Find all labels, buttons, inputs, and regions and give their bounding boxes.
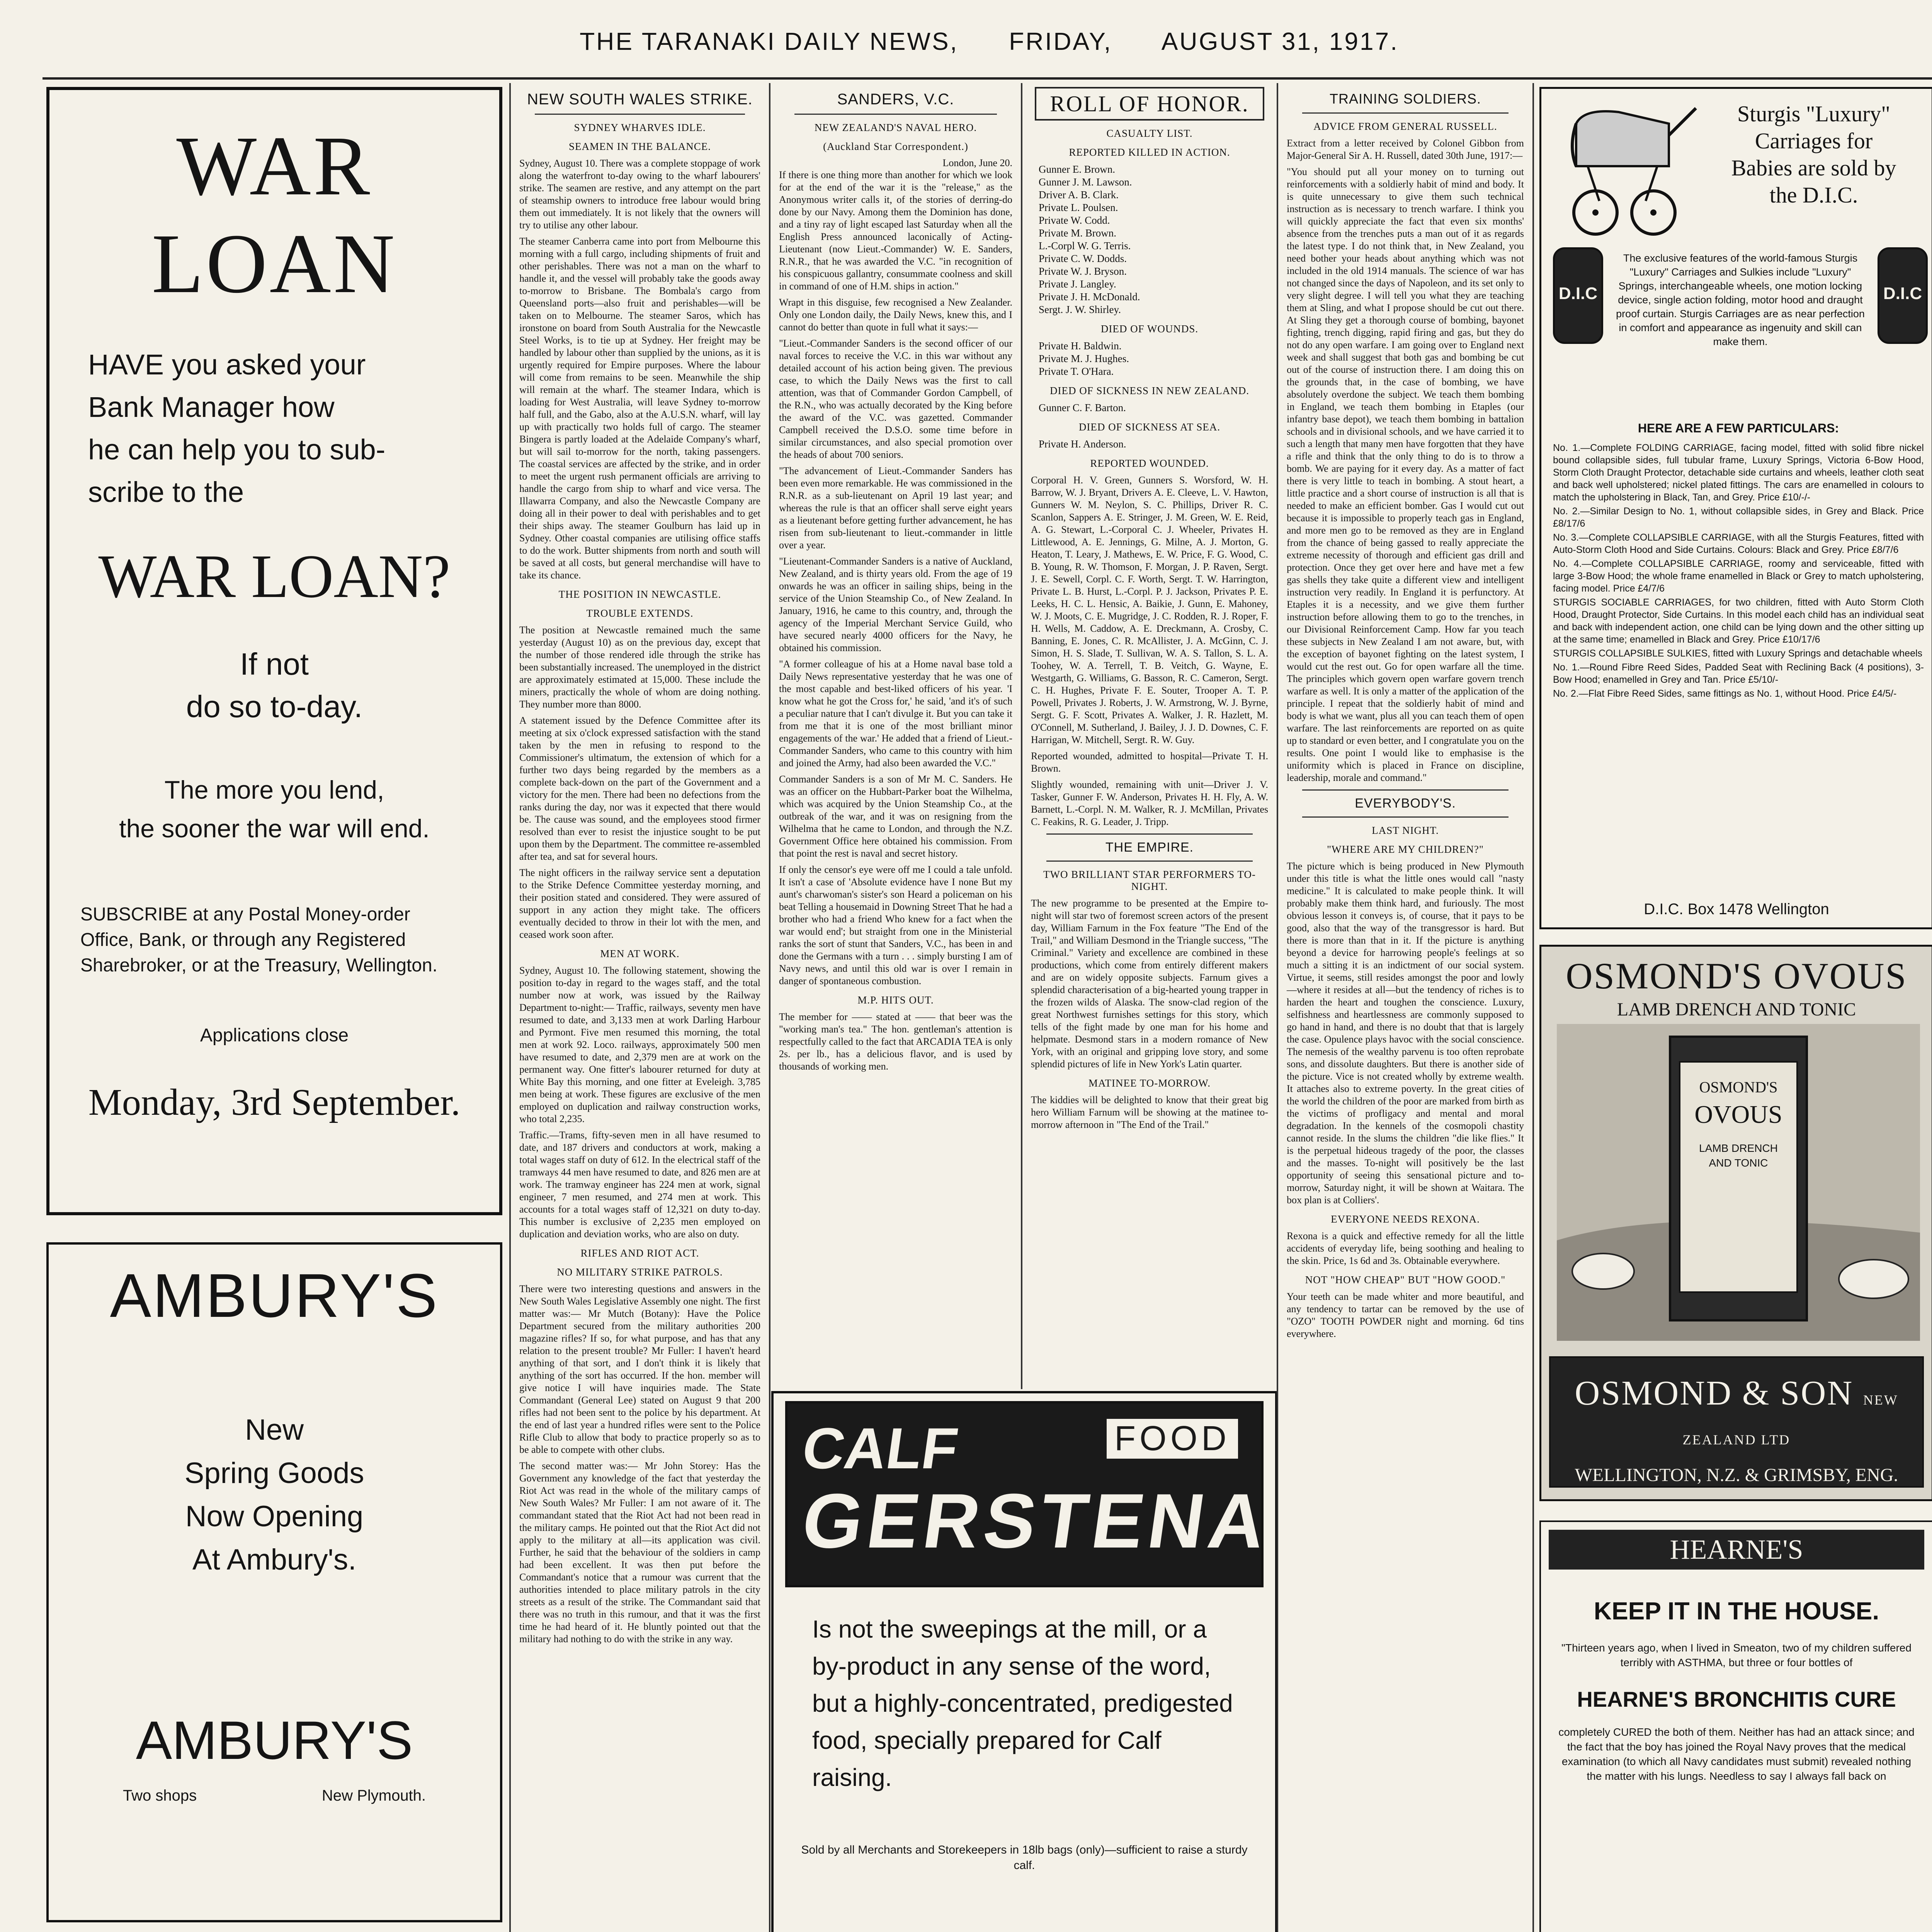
amburys-line-2: Spring Goods: [184, 1457, 364, 1490]
sanders-p8: If only the censor's eye were off me I could a tale unfold. It isn't a case of 'Absolute evidence have I none But my aunt's charwoman's sister's son Heard a policeman on his beat Telling a housemaid in Downing Street That he had a brother who had a friend Who knew for a fact when the war would end'; but straight from one in the Ministerial ranks the sort of stunt that Sanders, V.C., has been in and done the Germans with a turn . . . simply bursting I am of Navy news, and until this old war is over I remain in danger of spontaneous combustion.: [779, 864, 1012, 986]
admitted-note: Reported wounded, admitted to hospital—Private T. H. Brown.: [1031, 750, 1268, 774]
divider: [794, 114, 997, 115]
roll-sub-1: CASUALTY LIST.: [1106, 128, 1193, 139]
everybodys-heading: EVERYBODY'S.: [1355, 796, 1456, 811]
dic-badge-label: D.I.C: [1883, 284, 1922, 303]
sanders-sub-3: M.P. HITS OUT.: [857, 994, 934, 1006]
everybodys-p2: Rexona is a quick and effective remedy for all the little accidents of everyday life, being soothing and healing to the skin. Price, 1s 6d and 3s. Obtainable everywhere.: [1287, 1230, 1524, 1266]
newspaper-title: THE TARANAKI DAILY NEWS,: [580, 27, 959, 55]
war-loan-line-3: he can help you to sub-: [88, 434, 386, 466]
if-not-line-1: If not: [240, 647, 309, 681]
nsw-sub-6: RIFLES AND RIOT ACT.: [580, 1247, 699, 1259]
sturgis-item: No. 3.—Complete COLLAPSIBLE CARRIAGE, with all the Sturgis Features, fitted with Auto-Storm Cloth Hood and Side Curtains. Colours: Black and Grey. Price £8/7/6: [1553, 532, 1924, 555]
nsw-p5: The night officers in the railway service sent a deputation to the Strike Defence Committee yesterday morning, and their position stated and considered. They were assured of support in any action they might take. The officers eventually decided to throw in their lot with the men, and ceased work soon after.: [519, 867, 760, 940]
osmonds-subtitle: LAMB DRENCH AND TONIC: [1617, 999, 1856, 1020]
nsw-p8: There were two interesting questions and answers in the New South Wales Legislative Assembly one night. The first matter was:— Mr Mutch (Botany): Have the Police Department secured from the military authorities 200 magazine rifles? If so, for what purpose, and has that any relation to the present trouble? Mr Fuller: I haven't heard anything of that sort, and I don't think it is likely that anything of the sort has occurred. If the hon. member will give notice I will have inquiries made. The State Commandant (General Lee) stated on August 9 that 200 rifles had not been sent to the police by his department. At the end of last year a hundred rifles were sent to the Police Rifle Club to allow that body to practice properly so as to be able to compete with other clubs.: [519, 1283, 760, 1455]
osmonds-footer: [1549, 1356, 1924, 1488]
osmonds-can: [1669, 1036, 1808, 1321]
can-label: [1679, 1061, 1798, 1293]
right-ad-column: [1536, 83, 1932, 1932]
nsw-sub-5: MEN AT WORK.: [600, 948, 680, 959]
can-label-2: OVOUS: [1694, 1100, 1782, 1129]
masthead: [43, 27, 1932, 77]
sturgis-title-3: Babies are sold by: [1731, 155, 1896, 180]
sanders-p2: Wrapt in this disguise, few recognised a New Zealander. Only one London daily, the Daily News, knew this, and I cannot do better than quote in full what it says:—: [779, 297, 1012, 333]
sanders-sub-1: NEW ZEALAND'S NAVAL HERO.: [814, 122, 977, 133]
empire-p2: The kiddies will be delighted to know that their great big hero William Farnum will be showing at the matinee to-morrow afternoon in "The End of the Trail.": [1031, 1094, 1268, 1130]
calf-brand-3: FOOD: [1107, 1419, 1238, 1459]
calf-footer: Sold by all Merchants and Storekeepers in 18lb bags (only)—sufficient to raise a sturdy calf.: [801, 1844, 1248, 1872]
divider: [1046, 833, 1253, 835]
calf-logo: [785, 1401, 1276, 1587]
war-loan-line-2: Bank Manager how: [88, 391, 335, 423]
hearnes-testimony: completely CURED the both of them. Neither has had an attack since; and the fact that the boy has joined the Royal Navy proves that the medical examination (to which all Navy candidates must submit) revealed nothing the matter with his lungs. Needless to say I always fall back on: [1558, 1726, 1915, 1782]
column-divider: [769, 83, 770, 1932]
sturgis-item: STURGIS SOCIABLE CARRIAGES, for two children, fitted with Auto Storm Cloth Hood, Draught Protector, Side Curtains. In this model each child has an individual seat and back with independent action, one child can be lying down and the other sitting up at the same time; enamelled in Black and Grey. Price £10/17/6: [1553, 597, 1924, 645]
masthead-rule: [43, 77, 1932, 80]
nsw-sub-2: SEAMEN IN THE BALANCE.: [569, 141, 711, 152]
osmonds-maker: [1551, 1373, 1922, 1453]
roll-sub-5: DIED OF SICKNESS AT SEA.: [1078, 421, 1221, 433]
amburys-ad: [46, 1242, 502, 1922]
divider: [1302, 816, 1509, 818]
sturgis-particulars-heading: HERE ARE A FEW PARTICULARS:: [1638, 421, 1839, 435]
sanders-p7: Commander Sanders is a son of Mr M. C. Sanders. He was an officer on the Hubbart-Parker boat the Wilhelma, which was acquired by the Union Steamship Co., at the outbreak of the war, and it was on resigning from the Wilhelma that he came to London, and through the N.Z. Government Office here obtained his commission. From that point the rest is naval and secret history.: [779, 774, 1012, 859]
war-loan-applications: Applications close: [200, 1025, 349, 1046]
killed-list: [1031, 163, 1268, 316]
nsw-strike-heading: NEW SOUTH WALES STRIKE.: [527, 91, 753, 108]
dic-badge: [1553, 247, 1603, 344]
amburys-line-1: New: [245, 1413, 304, 1446]
divider: [535, 114, 745, 115]
nsw-sub-4: TROUBLE EXTENDS.: [586, 607, 694, 619]
list-item: Private W. Codd.: [1039, 214, 1110, 226]
sturgis-title: [1708, 100, 1920, 209]
hearnes-intro: "Thirteen years ago, when I lived in Smeaton, two of my children suffered terribly with ASTHMA, but three or four bottles of: [1561, 1642, 1912, 1668]
died-wounds-list: [1031, 340, 1268, 378]
everybodys-p3: Your teeth can be made whiter and more beautiful, and any tendency to tartar can be removed by the use of "OZO" TOOTH POWDER night and morning. 6d tins everywhere.: [1287, 1291, 1524, 1339]
wounded-list: Corporal H. V. Green, Gunners S. Worsford, W. H. Barrow, W. J. Bryant, Drivers A. E. Cleeve, L. V. Hawton, Gunners W. M. Neylon, S. C. Phillips, Driver R. C. Scanlon, Sappers A. E. Stringer, J. M. Green, W. E. Reid, A. G. Stewart, L.-Corporal C. J. Wheeler, Privates H. Littlewood, A. E. Jennings, G. Milne, A. J. Morton, G. Heaton, T. Leary, J. Mathews, E. W. Price, F. G. Wood, C. B. Young, R. W. Thomson, F. Morgan, J. P. Raven, Sergt. J. E. Sewell, Corpl. C. F. Worth, Sergt. T. W. Harrington, Private L. B. Hurst, L.-Corpl. P. J. Jackson, Privates P. E. Leeks, H. C. L. Hensic, A. Baikie, J. Gunn, E. Mahoney, W. J. Moots, C. E. Mugridge, J. C. Rodden, R. J. Roper, F. H. Wells, M. Caddow, A. E. Dreckmann, A. Crosby, C. Banning, E. Jones, C. R. McAllister, J. A. McGinn, C. J. Simon, H. S. Slade, T. Sullivan, W. A. S. Tallon, S. L. A. Toohey, W. A. Terrell, T. B. Veitch, G. Wayne, E. Westgarth, G. Williams, G. Basson, R. C. Cameron, Sergt. C. H. Hughes, Private F. E. Souter, Trooper A. T. P. Powell, Privates J. Roberts, J. W. Armstrong, W. J. Byrne, Sergt. G. F. Scott, Privates A. Walker, J. R. Hazlett, M. O'Connell, M. Sutherland, J. Bailey, J. J. D. Downes, C. F. Harrigan, W. Mitchell, Sergt. R. W. Guy.: [1031, 474, 1268, 745]
sanders-p3: "Lieut.-Commander Sanders is the second officer of our naval forces to receive the V.C. in this war without any detailed account of his action being given. The previous case, to which the Daily News was the first to call attention, was that of Commander Gordon Campbell, of the R.N., who was actually decorated by the King before the award of the V.C. was gazetted. Commander Campbell received the D.S.O. some time before in similar circumstances, and also special promotion over the heads of about 700 seniors.: [779, 338, 1012, 460]
hearnes-ad: [1539, 1520, 1932, 1932]
roll-sub-6: REPORTED WOUNDED.: [1090, 457, 1209, 469]
empire-sub-2: MATINEE TO-MORROW.: [1088, 1077, 1211, 1089]
osmonds-maker-ltd: NEW ZEALAND LTD: [1682, 1392, 1898, 1447]
calf-brand-1: CALF: [798, 1416, 962, 1481]
list-item: Private H. Baldwin.: [1039, 340, 1122, 352]
amburys-line-3: Now Opening: [185, 1500, 364, 1533]
divider: [1302, 789, 1509, 791]
list-item: Gunner J. M. Lawson.: [1039, 176, 1132, 188]
list-item: Private W. J. Bryson.: [1039, 265, 1127, 277]
amburys-name: AMBURY'S: [136, 1710, 413, 1770]
lend-line-1: The more you lend,: [164, 776, 384, 804]
nsw-p1: Sydney, August 10. There was a complete stoppage of work along the waterfront to-day owing to the wharf labourers' strike. The seamen are restive, and any attempt on the part of steamship owners to introduce free labour would bring them out immediately. It is not likely that the owners will try to utilise any other labour.: [519, 158, 760, 231]
amburys-shops: Two shops: [122, 1787, 197, 1804]
hearnes-banner: HEARNE'S: [1549, 1530, 1924, 1570]
baby-carriage-icon: [1553, 100, 1700, 240]
osmonds-towns: WELLINGTON, N.Z. & GRIMSBY, ENG.: [1575, 1465, 1898, 1485]
nsw-p4: A statement issued by the Defence Committee after its meeting at six o'clock expressed satisfaction with the stand taken by the men in refusing to respond to the Commissioner's ultimatum, the extension of which for a further two days being regarded by the members as a complete back-down on the part of the Government and a victory for the men. There had been no defections from the ranks during the day, nor was it expected that there would be. The cause was sound, and the employees stood firmer resolved than ever to resist the injustice sought to be put upon them by the Department. The committee re-assembled after tea, and sat for several hours.: [519, 715, 760, 862]
list-item: Private J. H. McDonald.: [1039, 291, 1140, 303]
sturgis-title-2: Carriages for: [1755, 128, 1873, 153]
list-item: Private H. Anderson.: [1039, 438, 1126, 450]
amburys-footer: [60, 1787, 488, 1804]
everybodys-sub-4: NOT "HOW CHEAP" BUT "HOW GOOD.": [1305, 1274, 1506, 1286]
training-p1: Extract from a letter received by Colonel Gibbon from Major-General Sir A. H. Russell, dated 30th June, 1917:—: [1287, 138, 1524, 161]
hearnes-product: HEARNE'S BRONCHITIS CURE: [1577, 1687, 1896, 1711]
sanders-dateline: London, June 20.: [942, 157, 1012, 168]
war-loan-title: WAR LOAN: [151, 119, 397, 311]
if-not-line-2: do so to-day.: [186, 689, 363, 724]
divider: [1046, 861, 1253, 862]
left-ad-column: [43, 83, 506, 1932]
column-divider: [1532, 83, 1534, 1932]
nsw-p2: The steamer Canberra came into port from Melbourne this morning with a full cargo, including shipments of fruit and other perishables. There was not a man on the wharf to handle it, and the vessel will probably take the goods away to-morrow to Brisbane. The Bombala's cargo from Queensland ports—also fruit and perishables—will be taken on to Melbourne. The steamer Saros, which has ironstone on board from South Australia for the Newcastle Steel Works, is to tie up at Sydney. Her freight may be handled by labour other than supplied by the unions, as it is urgently required for Empire purposes. Where the labour will come from remains to be seen. Meanwhile the ship will remain at the wharf. The steamer Indara, which is loading for West Australia, will leave Sydney to-morrow half full, and the Gabo, also at the A.U.S.N. wharf, will lay up with practically two holds full of cargo. The steamer Bingera is partly loaded at the Adelaide Company's wharf, but will sail to-morrow for the north, taking passengers. The coastal services are affected by the strike, and in order to meet the urgent rush permanent officials are arriving to handle the cargo from ship to wharf and vice versa. The Illawarra Company, and also the Newcastle Company are doing all in their power to deal with perishables and to get their ships away. The steamer Goulburn has laid up in Sydney. Other coastal companies are utilising office staffs to do the work. Butter shipments from north and south will be saved at all costs, but general merchandise will have to take its chance.: [519, 236, 760, 581]
war-loan-line-4: scribe to the: [88, 476, 244, 508]
training-heading: TRAINING SOLDIERS.: [1329, 91, 1481, 107]
everybodys-sub-1: LAST NIGHT.: [1372, 825, 1439, 836]
list-item: Sergt. J. W. Shirley.: [1039, 304, 1121, 315]
amburys-banner: AMBURY'S: [110, 1261, 439, 1330]
column-divider: [1277, 83, 1278, 1932]
sanders-heading: SANDERS, V.C.: [837, 91, 954, 108]
everybodys-sub-2: "WHERE ARE MY CHILDREN?": [1327, 844, 1484, 855]
sturgis-item: No. 4.—Complete COLLAPSIBLE CARRIAGE, roomy and serviceable, fitted with large 3-Bow Hood; the whole frame enamelled in Black or Grey to match upholstering, facing model. Price £4/7/6: [1553, 558, 1924, 594]
training-p2: "You should put all your money on to turning out reinforcements with a soldierly habit of mind and body. It is quite unnecessary to give them such technical instruction as is necessary to trench warfare. I think you will quickly appreciate the fact that even six months' absence from the trenches puts a man out of it as regards the latest type. I do not think that, in New Zealand, you need bother your heads about anything which was not included in the old 1914 manuals. The science of war has not changed since the days of Napoleon, and its set only to very slight degree. I will tell you what they are teaching them at Sling, and what I propose should be cut out there. At Sling they get a thorough course of bombing, bayonet fighting, trench digging, rapid firing and gas, but they do not do any open warfare. I am going over to England next week and shall suggest that both gas and bombing be cut out of the course of instruction there. I am doing this on the grounds that, in the case of bombing, we have absolutely overdone the subject. We teach them bombing in England, we teach them bombing in Etaples (our infantry base depot), we teach them bombing in battalion schools and in divisional schools, and we have carried it to such a length that many men have forgotten that they have a rifle and think that the only thing to do is to throw a bomb. We are paying for it every day. As a matter of fact there is very little to teach in bombing. A stout heart, a little practice and a short course of instruction is all that is needed to make an efficient bomber. Gas I would cut out because it is impossible to properly teach gas in England, and more men go to be removed as they are in England from the chance of being gassed to really appreciate the extreme necessity of thorough and efficient gas drill and protection. Once they get over here and have met a few gas shells they take quite a different view and intelligent instruction very readily. In England it is perfunctory. At Etaples it is a necessity, and we give them further instruction before allowing them to go to the trenches, in our Divisional Reinforcement Camp. How far you teach these subjects in New Zealand I am not aware, but, with the exception of bayonet fighting on the latest system, I would cut the rest out. Go for open warfare all the time. The principles which govern open warfare govern trench warfare as well. It is only a matter of the application of the principle. I repeat that the soldierly habit of mind and body is what we want, plus all you can teach them of open warfare. The last reinforcements are reported on as quite up to standard or even better, and I congratulate you on the results. One point I would like to emphasise is the uniformity which is placed in France on discipline, leadership, morale and command.": [1287, 166, 1524, 783]
calf-brand-2: GERSTENA: [797, 1478, 1276, 1564]
list-item: Driver A. B. Clark.: [1039, 189, 1119, 201]
war-loan-question: WAR LOAN?: [98, 542, 451, 611]
everybodys-p1: The picture which is being produced in New Plymouth under this title is what the little ones would call "nasty medicine." It is calculated to make people think. It will probably make them think hard, and furiously. The most obvious lesson it conveys is, of course, that it pays to be good, also that the way of the transgressor is hard. But there is more than that in it. If the picture is anything beyond a device for harrowing people's feelings at so much a sitting it is an indictment of our social system. Virtue, it seems, still resides amongst the poor and lowly—where it resides at all—but the tendency of riches is to harden the heart and toughen the conscience. Luxury, selfishness and heartlessness are commonly supposed to go hand in hand, and there is no doubt that that is largely the case. Opulence plays havoc with the social conscience. The nemesis of the wealthy parvenu is too often reprobate sons, and dissolute daughters. But there is another side of the picture. Vice is not created wholly by extreme wealth. It attaches also to extreme poverty. In the great cities of the world the children of the poor are marked from birth as the victims of profligacy and mental and moral degradation. In the kennels of the cosmopoli chastity cannot reside. In the slums the children "die like flies." It is the perpetual hideous tragedy of the poor, the classes and the masses. To-night will positively be the last opportunity of seeing this sensational picture and to-morrow, Saturday night, it will be shown at Waitara. The box plan is at Colliers'.: [1287, 861, 1524, 1206]
column-divider: [509, 83, 511, 1932]
list-item: Private L. Poulsen.: [1039, 202, 1118, 213]
nsw-sub-1: SYDNEY WHARVES IDLE.: [574, 122, 706, 133]
everybodys-sub-3: EVERYONE NEEDS REXONA.: [1331, 1213, 1480, 1225]
nsw-strike-column: [512, 83, 767, 1932]
osmonds-ad: [1539, 945, 1932, 1501]
nsw-p6: Sydney, August 10. The following statement, showing the position to-day in regard to the wages staff, and the total number now at work, was issued by the Railway Department to-night:— Traffic, railways, seventy men have resumed to date, and 3,133 men at work Darling Harbour and Pyrmont. Five men resumed this morning, the total men at work 92. Loco. railways, approximately 500 men have resumed to date, and 2,379 men are at work on the permanent way. One fitter's labourer returned for duty at White Bay this morning, and one fitter at Eveleigh. 3,785 men being at work. These figures are exclusive of the men employed on duplication and railway construction works, who total 2,235.: [519, 965, 760, 1124]
sturgis-ad: [1539, 87, 1932, 929]
sturgis-item: No. 2.—Flat Fibre Reed Sides, same fittings as No. 1, without Hood. Price £4/5/-: [1553, 688, 1897, 699]
nsw-p7: Traffic.—Trams, fifty-seven men in all have resumed to date, and 187 drivers and conductors at work, making a total wages staff on duty of 612. In the electrical staff of the tramways 44 men have resumed to date, and 826 men are at work. The tramway engineer has 224 men at work, signal engineer, 7 men resumed, and 274 men at work. This accounts for a total wages staff of 12,321 on duty to-day. This number is exclusive of 2,235 men employed on duplication and deviation works, who are also on duty.: [519, 1129, 760, 1240]
calf-gerstena-ad: [771, 1391, 1277, 1932]
list-item: Gunner E. Brown.: [1039, 163, 1115, 175]
dic-badge-label: D.I.C: [1558, 284, 1598, 303]
list-item: Gunner C. F. Barton.: [1039, 402, 1126, 413]
sanders-p9: The member for —— stated at —— that beer was the "working man's tea." The hon. gentleman's attention is respectfully called to the fact that ARCADIA TEA is only 2s. per lb., has a delicious flavor, and is used by thousands of working men.: [779, 1011, 1012, 1072]
osmonds-title: OSMOND'S OVOUS: [1566, 955, 1907, 997]
amburys-message: [60, 1408, 488, 1582]
list-item: Private T. O'Hara.: [1039, 366, 1114, 377]
empire-heading: THE EMPIRE.: [1105, 840, 1194, 855]
sturgis-title-4: the D.I.C.: [1769, 182, 1858, 207]
empire-p1: The new programme to be presented at the Empire to-night will star two of foremost screen actors of the present day, William Farnum in the Fox feature "The End of the Trail," and William Desmond in the Triangle success, "The Criminal." Variety and excellence are combined in these productions, which come from entirely different makers and are on widely opposite subjects. Farnum gives a splendid characterisation of a big-hearted young trapper in the frozen wilds of Alaska. The snow-clad region of the great Northwest furnishes settings for this story, which tells of the fight made by one man for his home and helpmate. Desmond stars in a modern romance of New York, with an original and gripping love story, and some splendid pictures of life in New York's Latin quarter.: [1031, 898, 1268, 1070]
amburys-line-4: At Ambury's.: [192, 1543, 357, 1576]
list-item: L.-Corpl W. G. Terris.: [1039, 240, 1131, 252]
sturgis-item: No. 1.—Round Fibre Reed Sides, Padded Seat with Reclining Back (4 positions), 3-Bow Hood; enamelled in Grey and Tan. Price £5/10/-: [1553, 662, 1924, 685]
sturgis-footer: D.I.C. Box 1478 Wellington: [1644, 901, 1829, 918]
sanders-p4: "The advancement of Lieut.-Commander Sanders has been even more remarkable. He was commissioned in the R.N.R. as a sub-lieutenant on April 19 last year; and whereas the rule is that an officer shall serve eight years as a lieutenant before getting further advancement, he has risen from sub-lieutenant to lieut.-commander in little over a year.: [779, 465, 1012, 551]
calf-body: Is not the sweepings at the mill, or a by-product in any sense of the word, but a highly-concentrated, predigested food, specially prepared for Calf raising.: [812, 1615, 1233, 1791]
list-item: Private J. Langley.: [1039, 278, 1116, 290]
training-column: [1280, 83, 1531, 1932]
roll-sub-2: REPORTED KILLED IN ACTION.: [1069, 146, 1230, 158]
sturgis-item: STURGIS COLLAPSIBLE SULKIES, fitted with Luxury Springs and detachable wheels: [1553, 648, 1923, 659]
can-label-3: LAMB DRENCH AND TONIC: [1699, 1142, 1778, 1169]
war-loan-close-date: Monday, 3rd September.: [88, 1082, 461, 1123]
war-loan-if-not: [65, 643, 484, 728]
nsw-p9: The second matter was:— Mr John Storey: Has the Government any knowledge of the fact that yesterday the Riot Act was read in the whole of the military camps of New South Wales? Mr Fuller: I am not aware of it. The commandant stated that the Riot Act had not been read in the military camps. He pointed out that the Riot Act did not apply to the military at all—its application was civil. Further, he said that the behaviour of the soldiers in camp had been excellent. It was then put before the Commandant's notice that a rumour was current that the authorities intended to place military patrols in the city streets as a result of the strike. The Commandant said that there was no truth in this rumour, and that it was the first time he had heard of it. He bluntly pointed out that the military had nothing to do with the strike in any way.: [519, 1460, 760, 1645]
lend-line-2: the sooner the war will end.: [119, 814, 430, 843]
sturgis-item: No. 1.—Complete FOLDING CARRIAGE, facing model, fitted with solid fibre nickel bound collapsible sides, full tubular frame, Luxury Springs, Victoria 6-Bow Hood, Storm Cloth Draught Protector, detachable side curtains and wheels, leather cloth seat and back well upholstered; nickel plated fittings. The cars are enamelled in colours to match the upholstering in Black, Tan, and Grey. Price £10/-/-: [1553, 442, 1924, 503]
roll-sub-3: DIED OF WOUNDS.: [1100, 323, 1199, 335]
amburys-location: New Plymouth.: [322, 1787, 426, 1804]
sanders-p5: "Lieutenant-Commander Sanders is a native of Auckland, New Zealand, and is thirty years old. From the age of 19 onwards he was an officer in sailing ships, being in the service of the Union Steamship Co., of New Zealand. In January, 1916, he came to this country, and, through the agency of the Imperial Merchant Service Guild, who have secured nearly 4000 officers for the Navy, he obtained his commission.: [779, 556, 1012, 653]
divider: [1302, 112, 1509, 114]
empire-sub-1: TWO BRILLIANT STAR PERFORMERS TO-NIGHT.: [1043, 869, 1256, 892]
can-label-1: OSMOND'S: [1699, 1078, 1778, 1096]
list-item: Private C. W. Dodds.: [1039, 253, 1127, 264]
roll-of-honor-column: [1024, 83, 1275, 1389]
sturgis-title-1: Sturgis "Luxury": [1737, 101, 1890, 126]
training-sub-1: ADVICE FROM GENERAL RUSSELL.: [1313, 121, 1497, 132]
column-divider: [1021, 83, 1022, 1389]
nsw-sub-7: NO MILITARY STRIKE PATROLS.: [557, 1266, 723, 1278]
war-loan-ad: [46, 87, 502, 1215]
list-item: Private M. J. Hughes.: [1039, 353, 1129, 364]
war-loan-question-text: [65, 344, 484, 514]
osmonds-maker-name: OSMOND & SON: [1575, 1374, 1854, 1412]
masthead-date: AUGUST 31, 1917.: [1161, 27, 1399, 55]
list-item: Private M. Brown.: [1039, 227, 1116, 239]
sturgis-items: [1553, 442, 1924, 700]
roll-heading: ROLL OF HONOR.: [1035, 87, 1264, 121]
sanders-column: [772, 83, 1019, 1389]
slightly-wounded-note: Slightly wounded, remaining with unit—Driver J. V. Tasker, Gunner F. W. Anderson, Privates H. H. Fly, A. W. Barnett, L.-Corpl. N. M. Walker, R. J. McMillan, Privates C. Feakins, R. G. Leader, J. Tripp.: [1031, 779, 1268, 827]
nsw-sub-3: THE POSITION IN NEWCASTLE.: [558, 588, 721, 600]
roll-sub-4: DIED OF SICKNESS IN NEW ZEALAND.: [1050, 385, 1249, 396]
sanders-p1: If there is one thing more than another for which we look for at the end of the war it is the "release," as the Anonymous writer calls it, of the stories of derring-do done by our Navy. Among them the Dominion has done, and a tiny ray of light escaped last Saturday when all the English Press announced laconically of Acting-Lieutenant (now Lieut.-Commander) W. E. Sanders, R.N.R., that he was awarded the V.C. "in recognition of his conspicuous gallantry, consummate coolness and skill in command of one of H.M. ships in action.": [779, 169, 1012, 292]
hearnes-headline: KEEP IT IN THE HOUSE.: [1594, 1597, 1879, 1625]
sturgis-particulars: [1553, 421, 1924, 701]
war-loan-line-1: HAVE you asked your: [88, 349, 366, 381]
nsw-p3: The position at Newcastle remained much the same yesterday (August 10) as on the previous day, except that the number of those rendered idle through the strike has been substantially increased. The unemployed in the district are approximately estimated at 15,000. These include the miners, practically the whole of whom are doing nothing. They number more than 8000.: [519, 624, 760, 710]
sturgis-intro: The exclusive features of the world-famous Sturgis "Luxury" Carriages and Sulkies include "Luxury" Springs, interchangeable wheels, one motion locking device, single action folding, motor hood and draught proof curtain. Sturgis Carriages are as near perfection in comfort and appearance as ingenuity and skill can make them.: [1616, 252, 1865, 347]
war-loan-subscribe: SUBSCRIBE at any Postal Money-order Office, Bank, or through any Registered Sharebroker, or at the Treasury, Wellington.: [80, 904, 438, 976]
sanders-sub-2: (Auckland Star Correspondent.): [823, 141, 968, 152]
war-loan-lend: [65, 770, 484, 848]
sturgis-item: No. 2.—Similar Design to No. 1, without collapsible sides, in Grey and Black. Price £8/17/6: [1553, 506, 1924, 529]
masthead-day: FRIDAY,: [1009, 27, 1112, 55]
sanders-p6: "A former colleague of his at a Home naval base told a Daily News representative yesterday that he was one of the most capable and best-liked officers of his year. 'I know what he got the Cross for,' he said, 'and it's of such a peculiar nature that I can't divulge it. But you can take it from me that it is one of the most brilliant minor engagements of the war.' He added that a friend of Lieut.-Commander Sanders, who came to this country with him and joined the Army, had also been awarded the V.C.": [779, 658, 1012, 769]
dic-badge: [1878, 247, 1928, 344]
